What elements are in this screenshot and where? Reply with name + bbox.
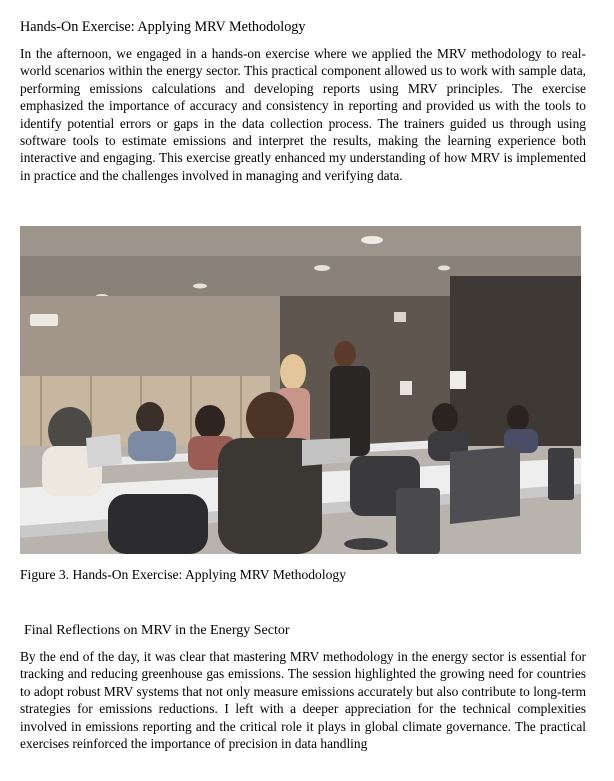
figure-caption: Figure 3. Hands-On Exercise: Applying MRV Methodology xyxy=(20,567,347,582)
section-heading-hands-on-exercise: Hands-On Exercise: Applying MRV Methodology xyxy=(20,19,306,35)
section-paragraph-final-reflections: By the end of the day, it was clear that mastering MRV methodology in the energy sector is essential for tracking and reducing greenhouse gas emissions. The session highlighted the growing need for countries to adopt robust MRV systems that not only measure emissions accurately but also contribute to long-term strategies for emissions reductions. I left with a deeper appreciation for the technical complexities involved in emissions reporting and the critical role it plays in global climate governance. The practical exercises reinforced the importance of precision in data handling xyxy=(20,649,586,752)
section-heading-final-reflections: Final Reflections on MRV in the Energy Sector xyxy=(24,623,290,638)
training-session-photo xyxy=(20,226,581,554)
section-paragraph-hands-on-exercise: In the afternoon, we engaged in a hands-on exercise where we applied the MRV methodology to real-world scenarios within the energy sector. This practical component allowed us to work with sample data, performing emissions calculations and developing reports using MRV principles. The exercise emphasized the importance of accuracy and consistency in reporting and provided us with the tools to identify potential errors or gaps in the data collection process. The trainers guided us through using software tools to estimate emissions and interpret the results, making the learning experience both interactive and engaging. This exercise greatly enhanced my understanding of how MRV is implemented in practice and the challenges involved in managing and verifying data. xyxy=(20,46,586,183)
